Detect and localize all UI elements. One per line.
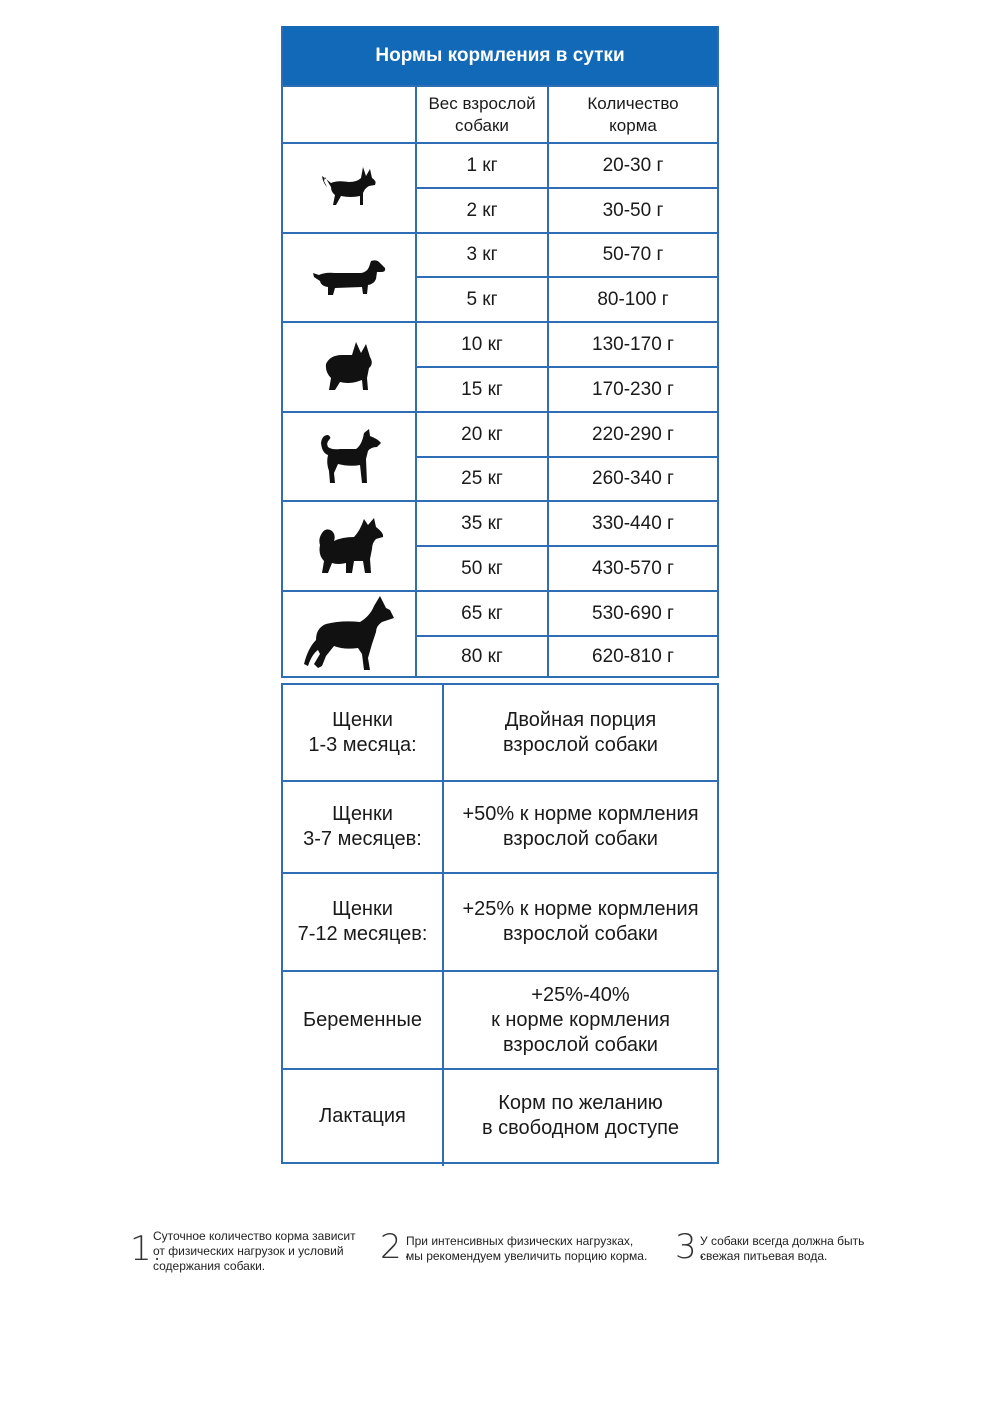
- dachshund-icon: [283, 234, 415, 321]
- note-text: Суточное количество корма зависит от физических нагрузок и условий содержания собаки.: [153, 1229, 356, 1273]
- amount-cell: 620-810 г: [592, 645, 674, 667]
- amount-cell: 80-100 г: [597, 288, 669, 310]
- weight-cell: 10 кг: [461, 333, 503, 355]
- special-table-border-bottom: [281, 1162, 719, 1164]
- special-value: Двойная порция взрослой собаки: [503, 708, 658, 756]
- weight-cell: 50 кг: [461, 557, 503, 579]
- chihuahua-icon: [283, 144, 415, 232]
- special-label: Беременные: [303, 1008, 422, 1031]
- note-number: 3.: [675, 1227, 708, 1267]
- weight-cell: 5 кг: [466, 288, 498, 310]
- table-title: Нормы кормления в сутки: [281, 26, 719, 85]
- weight-cell: 35 кг: [461, 512, 503, 534]
- amount-cell: 170-230 г: [592, 378, 674, 400]
- medium-dog-icon: [283, 413, 415, 500]
- shepherd-icon: [283, 592, 415, 676]
- weight-cell: 2 кг: [466, 199, 498, 221]
- amount-cell: 30-50 г: [602, 199, 664, 221]
- column-header-weight: Вес взрослой собаки: [428, 93, 536, 135]
- weight-cell: 80 кг: [461, 645, 503, 667]
- amount-cell: 20-30 г: [602, 154, 664, 176]
- amount-cell: 130-170 г: [592, 333, 674, 355]
- amount-cell: 530-690 г: [592, 602, 674, 624]
- amount-cell: 260-340 г: [592, 468, 674, 489]
- special-label: Щенки 7-12 месяцев:: [297, 898, 428, 945]
- special-value: +50% к норме кормления взрослой собаки: [462, 803, 699, 850]
- amount-cell: 220-290 г: [592, 423, 674, 445]
- special-label: Щенки 3-7 месяцев:: [303, 803, 422, 850]
- special-label: Лактация: [319, 1104, 406, 1127]
- note-number: 2.: [380, 1227, 413, 1267]
- weight-cell: 20 кг: [461, 423, 503, 445]
- french-bulldog-icon: [283, 323, 415, 411]
- note-text: При интенсивных физических нагрузках, мы рекомендуем увеличить порцию корма.: [406, 1234, 648, 1263]
- special-label: Щенки 1-3 месяца:: [308, 708, 417, 756]
- amount-cell: 50-70 г: [602, 244, 664, 265]
- table-border-right: [717, 26, 719, 678]
- weight-cell: 25 кг: [461, 468, 503, 489]
- weight-cell: 65 кг: [461, 602, 503, 624]
- special-value: +25%-40% к норме кормления взрослой собаки: [491, 983, 670, 1056]
- table-border-bottom: [281, 676, 719, 678]
- special-value: Корм по желанию в свободном доступе: [481, 1092, 680, 1139]
- special-value: +25% к норме кормления взрослой собаки: [462, 898, 699, 945]
- note-text: У собаки всегда должна быть свежая питьевая вода.: [700, 1234, 865, 1263]
- special-table-border-right: [717, 683, 719, 1164]
- husky-icon: [283, 502, 415, 590]
- amount-cell: 330-440 г: [592, 512, 674, 534]
- note-number: 1.: [130, 1229, 163, 1269]
- weight-cell: 1 кг: [466, 154, 498, 176]
- weight-cell: 15 кг: [461, 378, 503, 400]
- amount-cell: 430-570 г: [592, 557, 674, 579]
- weight-cell: 3 кг: [466, 244, 498, 265]
- column-header-amount: Количество корма: [587, 93, 679, 135]
